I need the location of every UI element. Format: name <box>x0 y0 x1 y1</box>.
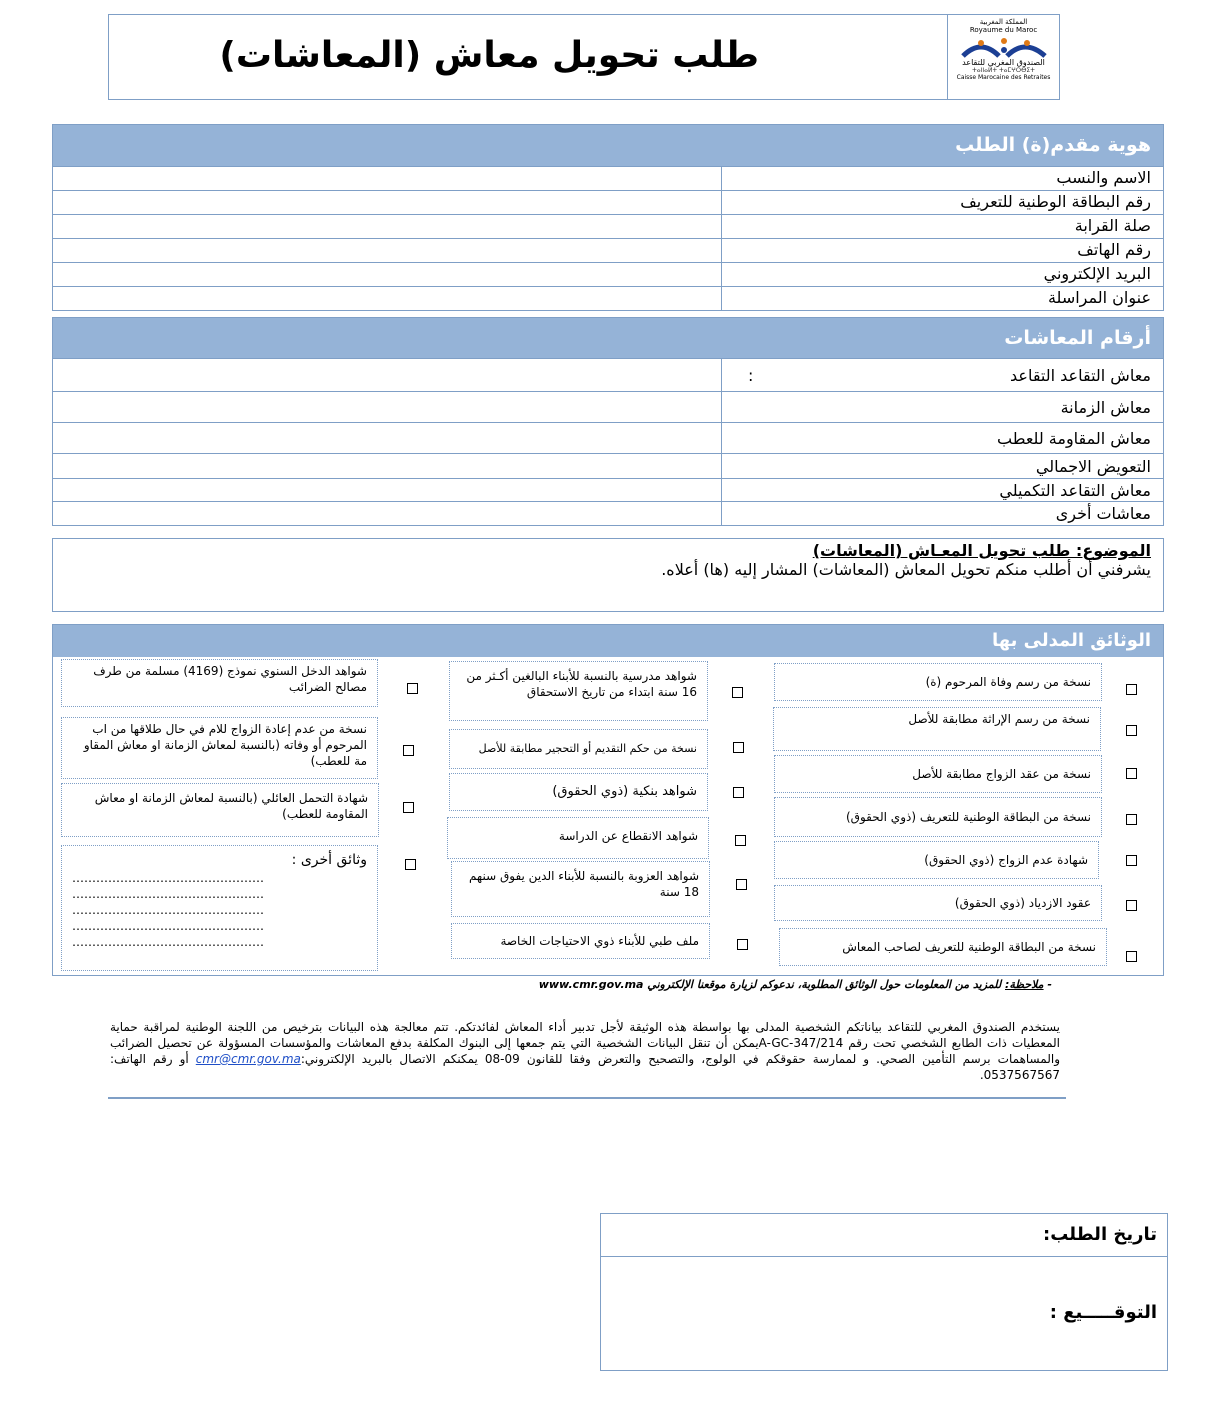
doc-medical-file: ملف طبي للأبناء ذوي الاحتياجات الخاصة <box>451 923 710 959</box>
doc-other-line-4[interactable]: ………………………………………… <box>72 919 264 933</box>
identity-title: هوية مقدم(ة) الطلب <box>53 125 1163 166</box>
doc-other-documents-label: وثائق أخرى : <box>291 852 367 868</box>
pension-colon: : <box>748 366 754 385</box>
doc-celibacy-certificates: شواهد العزوبة بالنسبة للأبناء الدين يفوق سنهم 18 سنة <box>451 861 710 917</box>
doc-other-documents <box>61 845 378 971</box>
note-dash: - <box>1047 978 1052 991</box>
identity-label-relation: صلة القرابة <box>721 215 1163 238</box>
identity-row-email <box>53 262 1163 286</box>
pension-row-resistance <box>53 422 1163 453</box>
signature-label: التوقـــــيع : <box>1049 1302 1157 1323</box>
pension-field-resistance[interactable] <box>53 423 721 453</box>
doc-bank-certificates: شواهد بنكية (ذوي الحقوق) <box>449 773 708 811</box>
doc-marriage-contract-checkbox[interactable] <box>1126 768 1137 779</box>
doc-celibacy-certificates-checkbox[interactable] <box>736 879 747 890</box>
logo-kingdom-ar: المملكة المغربية <box>979 18 1028 26</box>
privacy-email-link[interactable]: cmr@cmr.gov.ma <box>195 1052 301 1066</box>
divider <box>108 1097 1066 1099</box>
doc-heirs-id-card-checkbox[interactable] <box>1126 814 1137 825</box>
identity-field-cin[interactable] <box>53 191 721 214</box>
cmr-logo <box>947 15 1059 99</box>
pension-row-disability <box>53 391 1163 422</box>
privacy-phone: أو رقم الهاتف: 0537567567. <box>110 1052 1060 1082</box>
pension-field-other[interactable] <box>53 502 721 525</box>
pension-field-retirement[interactable] <box>53 359 721 391</box>
identity-field-address[interactable] <box>53 287 721 310</box>
privacy-text: يستخدم الصندوق المغربي للتقاعد بياناتكم الشخصية المدلى بها بواسطة هذه الوثيقة لأجل تدبير أداء المعاش لفائدتكم. تتم معالجة هذه البيانات بترخيص من اللجنة الوطنية لمراقبة حماية المعطيات ذات الطابع الشخصي تحت رقم A-GC-347/214يمكن أن تنقل البيانات الشخصية التي يتم جمعها إلى البنوك المكلفة بدفع المعاشات والمؤسسات المسؤولة عن تحصيل الضرائب والمساهمات برسم التأمين الصحي. و لممارسة حقوقكم في الولوج، والتصحيح والتعرض وفقا للقانون 09-08 يمكنكم الاتصال بالبريد الإلكتروني: <box>110 1020 1060 1066</box>
privacy-notice <box>110 1019 1060 1083</box>
logo-emblem-icon <box>959 36 1049 58</box>
pension-row-retirement <box>53 358 1163 391</box>
note-label: ملاحظة: <box>1005 978 1044 991</box>
doc-school-leaving-certificates-checkbox[interactable] <box>735 835 746 846</box>
doc-other-line-2[interactable]: ………………………………………… <box>72 887 264 901</box>
pensions-section <box>52 317 1164 526</box>
documents-section <box>52 624 1164 976</box>
pension-row-complementary <box>53 478 1163 501</box>
pensions-title: أرقام المعاشات <box>53 318 1163 358</box>
pension-row-other <box>53 501 1163 525</box>
doc-inheritance-deed-checkbox[interactable] <box>1126 725 1137 736</box>
identity-label-name: الاسم والنسب <box>721 167 1163 190</box>
doc-death-certificate: نسخة من رسم وفاة المرحوم (ة) <box>774 663 1102 701</box>
identity-field-phone[interactable] <box>53 239 721 262</box>
identity-label-phone: رقم الهاتف <box>721 239 1163 262</box>
identity-row-name <box>53 166 1163 190</box>
identity-field-email[interactable] <box>53 263 721 286</box>
doc-annual-income-certificates: شواهد الدخل السنوي نموذج (4169) مسلمة من طرف مصالح الضرائب <box>61 659 378 707</box>
pension-label-retirement-text: معاش التقاعد التقاعد <box>1010 366 1151 385</box>
pension-label-resistance: معاش المقاومة للعطب <box>721 423 1163 453</box>
logo-cmr-fr: Caisse Marocaine des Retraites <box>956 74 1051 81</box>
doc-non-remarriage-mother-checkbox[interactable] <box>403 745 414 756</box>
note-line <box>539 978 1052 991</box>
identity-row-phone <box>53 238 1163 262</box>
doc-school-certificates: شواهد مدرسية بالنسبة للأبناء البالغين أكـثر من 16 سنة ابتداء من تاريخ الاستحقاق <box>449 661 708 721</box>
identity-label-email: البريد الإلكتروني <box>721 263 1163 286</box>
request-date-label: تاريخ الطلب: <box>1043 1224 1157 1245</box>
pension-row-lump-sum <box>53 453 1163 478</box>
identity-section <box>52 124 1164 311</box>
doc-family-support-certificate: شهادة التحمل العائلي (بالنسبة لمعاش الزمانة او معاش المقاومة للعطب) <box>61 783 379 837</box>
doc-medical-file-checkbox[interactable] <box>737 939 748 950</box>
doc-birth-certificates: عقود الازدياد (ذوي الحقوق) <box>774 885 1102 921</box>
signature-divider <box>601 1256 1167 1257</box>
pension-field-lump-sum[interactable] <box>53 454 721 478</box>
logo-cmr-tifinagh: ⵜⴰⵏⵏⴰⵍⵜ ⵜⴰⵎⵖⵔⴱⵉⵜ <box>972 67 1035 74</box>
doc-death-certificate-checkbox[interactable] <box>1126 684 1137 695</box>
note-text: للمزيد من المعلومات حول الوثائق المطلوبة، ندعوكم لزيارة موقعنا الإلكتروني <box>643 978 1005 991</box>
logo-kingdom-fr: Royaume du Maroc <box>969 26 1038 34</box>
documents-title: الوثائق المدلى بها <box>53 625 1163 657</box>
doc-family-support-certificate-checkbox[interactable] <box>403 802 414 813</box>
note-site: www.cmr.gov.ma <box>538 978 644 991</box>
subject-heading: الموضوع: طلب تحويل المعـاش (المعاشات) <box>812 541 1151 560</box>
pension-label-disability: معاش الزمانة <box>721 392 1163 422</box>
doc-marriage-contract: نسخة من عقد الزواج مطابقة للأصل <box>774 755 1102 793</box>
doc-guardianship-judgment-checkbox[interactable] <box>733 742 744 753</box>
pension-label-other: معاشات أخرى <box>721 502 1163 525</box>
doc-school-leaving-certificates: شواهد الانقطاع عن الدراسة <box>447 817 709 859</box>
subject-body: يشرفني أن أطلب منكم تحويل المعاش (المعاشات) المشار إليه (ها) أعلاه. <box>661 560 1151 579</box>
doc-birth-certificates-checkbox[interactable] <box>1126 900 1137 911</box>
identity-row-relation <box>53 214 1163 238</box>
pension-label-lump-sum: التعويض الاجمالي <box>721 454 1163 478</box>
doc-annual-income-certificates-checkbox[interactable] <box>407 683 418 694</box>
doc-school-certificates-checkbox[interactable] <box>732 687 743 698</box>
doc-pensioner-id-card-checkbox[interactable] <box>1126 951 1137 962</box>
pension-field-complementary[interactable] <box>53 479 721 501</box>
page-title: طلب تحويل معاش (المعاشات) <box>219 35 759 76</box>
doc-other-line-1[interactable]: ………………………………………… <box>72 871 264 885</box>
identity-label-address: عنوان المراسلة <box>721 287 1163 310</box>
identity-row-cin <box>53 190 1163 214</box>
subject-box <box>52 538 1164 612</box>
doc-inheritance-deed: نسخة من رسم الإراثة مطابقة للأصل <box>773 707 1101 751</box>
doc-other-line-5[interactable]: ………………………………………… <box>72 935 264 949</box>
document-header <box>108 14 1060 100</box>
identity-row-address <box>53 286 1163 310</box>
pension-label-complementary: معاش التقاعد التكميلي <box>721 479 1163 501</box>
identity-field-name[interactable] <box>53 167 721 190</box>
doc-bank-certificates-checkbox[interactable] <box>733 787 744 798</box>
doc-non-remarriage-mother: نسخة من عدم إعادة الزواج للام في حال طلاقها من اب المرحوم أو وفاته (بالنسبة لمعاش الزمانة او معاش المقاو مة للعطب) <box>61 717 378 779</box>
logo-cmr-ar: الصندوق المغربي للتقاعد <box>962 58 1045 67</box>
signature-box <box>600 1213 1168 1371</box>
identity-label-cin: رقم البطاقة الوطنية للتعريف <box>721 191 1163 214</box>
doc-non-marriage-certificate-checkbox[interactable] <box>1126 855 1137 866</box>
doc-guardianship-judgment: نسخة من حكم التقديم أو التحجير مطابقة للأصل <box>449 729 708 769</box>
doc-heirs-id-card: نسخة من البطاقة الوطنية للتعريف (ذوي الحقوق) <box>774 797 1102 837</box>
identity-field-relation[interactable] <box>53 215 721 238</box>
doc-other-line-3[interactable]: ………………………………………… <box>72 903 264 917</box>
pension-field-disability[interactable] <box>53 392 721 422</box>
pension-label-retirement <box>721 359 1163 391</box>
doc-pensioner-id-card: نسخة من البطاقة الوطنية للتعريف لصاحب المعاش <box>779 928 1107 966</box>
doc-other-documents-checkbox[interactable] <box>405 859 416 870</box>
doc-non-marriage-certificate: شهادة عدم الزواج (ذوي الحقوق) <box>774 841 1099 879</box>
